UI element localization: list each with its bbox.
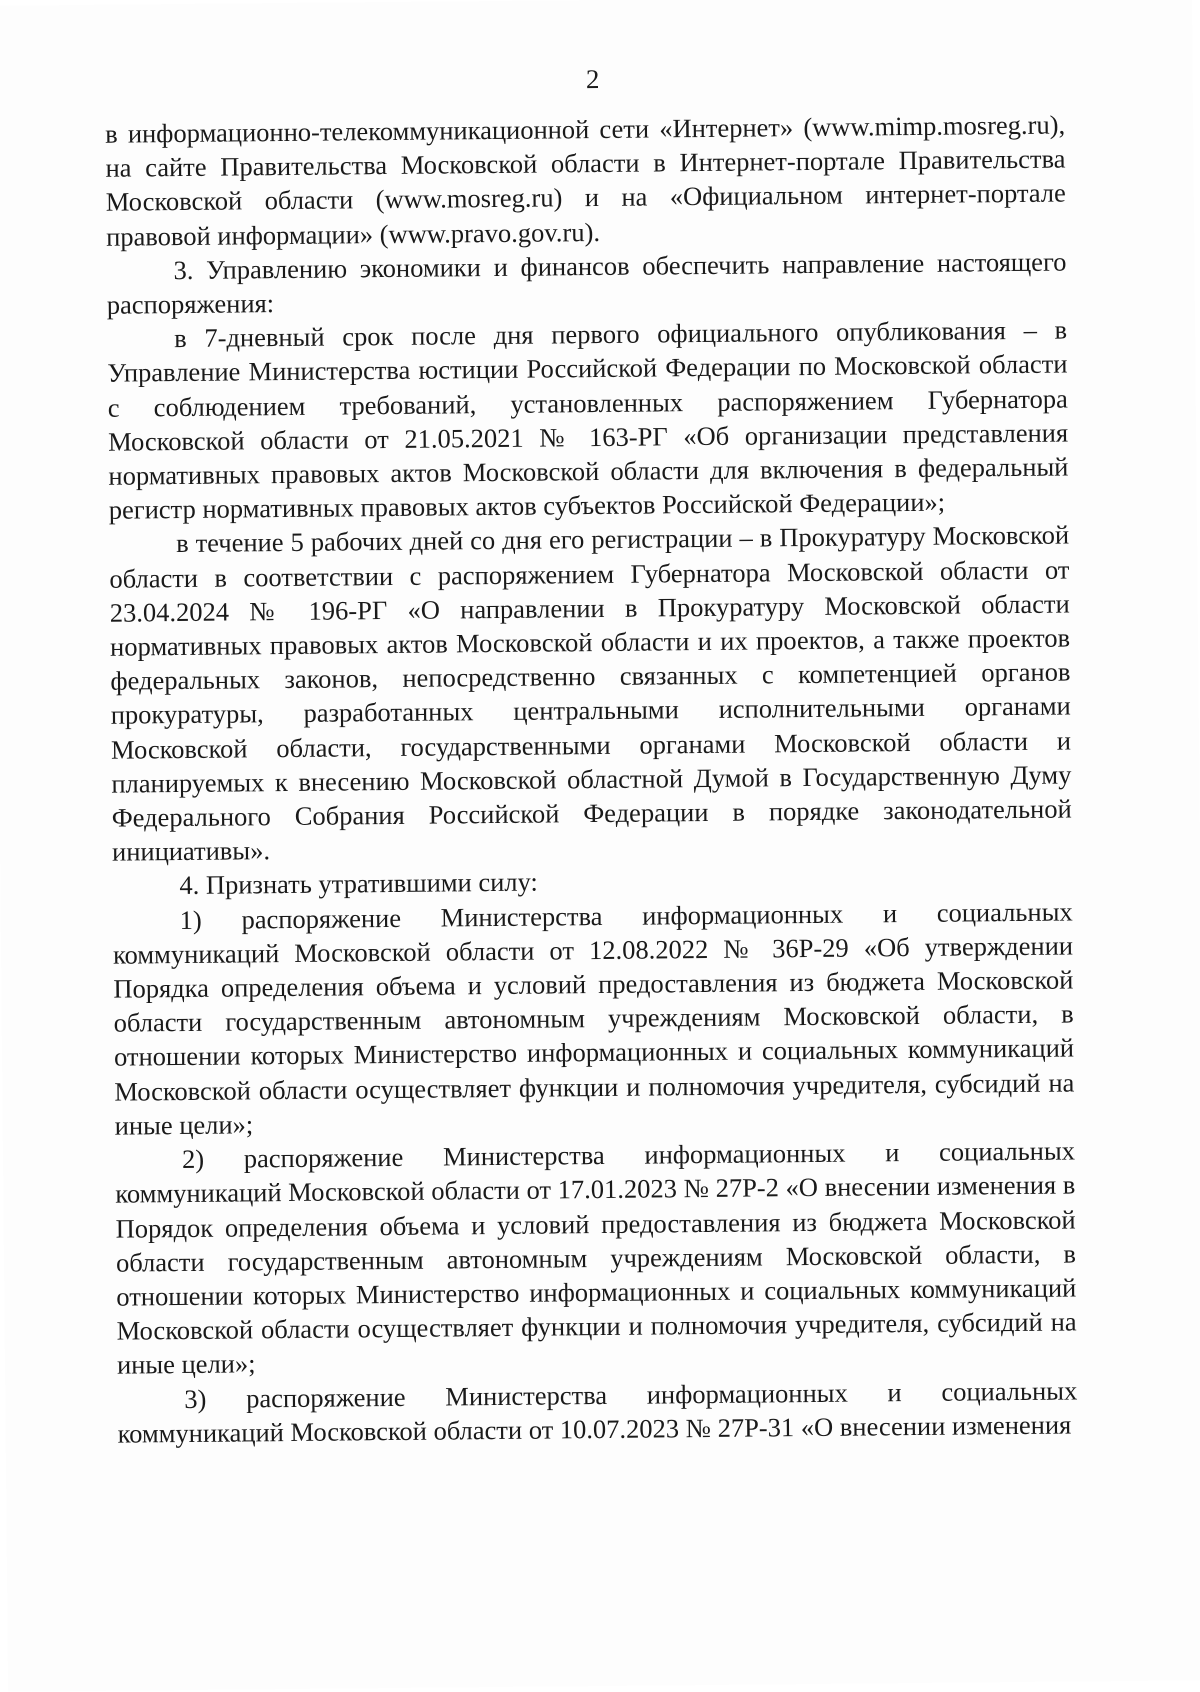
paragraph-item-4: 4. Признать утратившими силу: — [179, 867, 538, 901]
paragraph-prosecutor-office: в течение 5 рабочих дней со дня его регистрации – в Прокуратуру Московской области в соответствии с распоряжением Губернатора Московской области от 23.04.2024 № 196-РГ «О направлении в Прокуратуру Московской области нормативных правовых актов Московской области и их проектов, а также проектов федеральных законов, непосредственно связанных с компетенцией органов прокуратуры, разработанных центральными исполнительными органами Московской области, государственными органами Московской области и планируемых к внесению Московской областной Думой в Государственную Думу Федерального Собрания Российской Федерации в порядке законодательной инициативы». — [109, 519, 1072, 867]
paragraph-subitem-3: 3) распоряжение Министерства информационных и социальных коммуникаций Московской области от 10.07.2023 № 27Р-31 «О внесении изменения — [117, 1374, 1078, 1449]
paragraph-subitem-2: 2) распоряжение Министерства информационных и социальных коммуникаций Московской области от 17.01.2023 № 27Р-2 «О внесении изменения в Порядок определения объема и условий предоставления из бюджета Московской области государственным автономным учреждениям Московской области, в отношении которых Министерство информационных и социальных коммуникаций Московской области осуществляет функции и полномочия учредителя, субсидий на иные цели»; — [115, 1135, 1077, 1380]
paragraph-publication-sites: в информационно-телекоммуникационной сети «Интернет» (www.mimp.mosreg.ru), на сайте Правительства Московской области в Интернет-портале Правительства Московской области (www.mosreg.ru) и на «Официальном интернет-портале правовой информации» (www.pravo.gov.ru). — [105, 109, 1066, 252]
document-body — [105, 108, 1078, 1451]
paragraph-subitem-1: 1) распоряжение Министерства информационных и социальных коммуникаций Московской области от 12.08.2022 № 36Р-29 «Об утверждении Порядка определения объема и условий предоставления из бюджета Московской области государственным автономным учреждениям Московской области, в отношении которых Министерство информационных и социальных коммуникаций Московской области осуществляет функции и полномочия учредителя, субсидий на иные цели»; — [112, 896, 1075, 1141]
paragraph-item-3: 3. Управлению экономики и финансов обеспечить направление настоящего распоряжения: — [106, 246, 1067, 320]
paragraph-ministry-of-justice: в 7-дневный срок после дня первого официального опубликования – в Управление Министерства юстиции Российской Федерации по Московской области с соблюдением требований, установленных распоряжением Губернатора Московской области от 21.05.2021 № 163-РГ «Об организации представления нормативных правовых актов Московской области для включения в федеральный регистр нормативных правовых актов субъектов Российской Федерации»; — [107, 314, 1069, 525]
page-number: 2 — [585, 63, 600, 95]
